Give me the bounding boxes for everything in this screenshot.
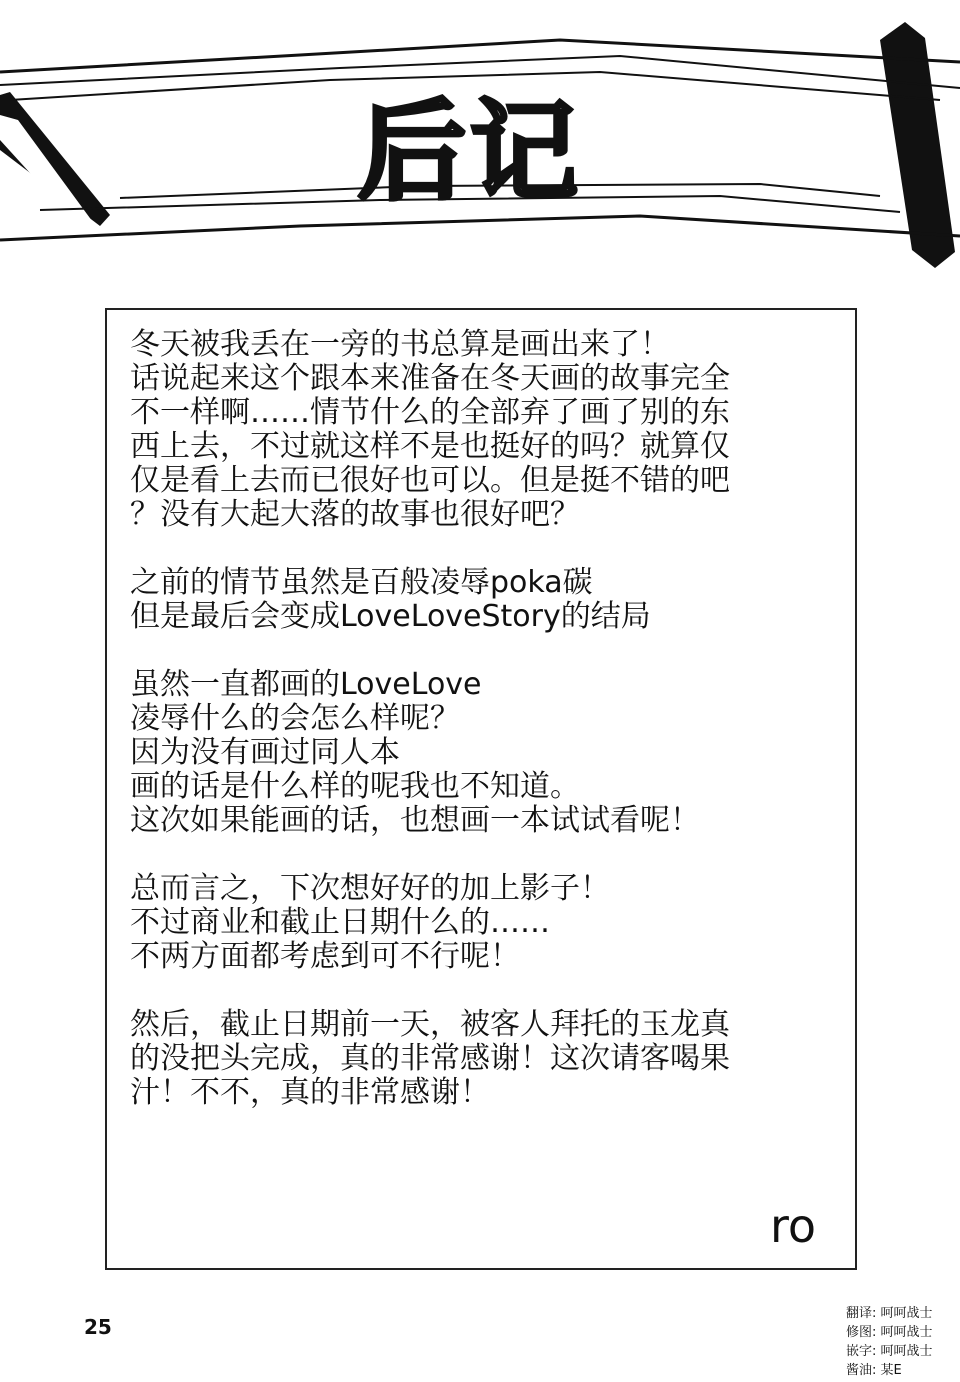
credit-role: 嵌字 [846,1344,873,1359]
credit-name: 某E [880,1363,902,1378]
swoosh-line-top-1 [0,40,960,72]
afterword-line: 但是最后会变成LoveLoveStory的结局 [130,599,651,634]
afterword-line: 不过商业和截止日期什么的…… [130,905,550,940]
credit-row: 嵌字: 呵呵战士 [846,1344,933,1359]
afterword-line: 冬天被我丢在一旁的书总算是画出来了！ [130,327,670,362]
afterword-line: 然后，截止日期前一天，被客人拜托的玉龙真 [130,1007,730,1042]
afterword-line: 总而言之，下次想好好的加上影子！ [130,871,610,906]
afterword-line: 仅是看上去而已很好也可以。但是挺不错的吧 [130,463,730,498]
page-number: 25 [84,1315,112,1339]
credit-row: 修图: 呵呵战士 [846,1325,933,1340]
afterword-line: 的没把头完成，真的非常感谢！这次请客喝果 [130,1041,730,1076]
afterword-line: 话说起来这个跟本来准备在冬天画的故事完全 [130,361,730,396]
afterword-line: 西上去，不过就这样不是也挺好的吗？就算仅 [130,429,730,464]
credit-name: 呵呵战士 [880,1306,933,1321]
afterword-line: 不两方面都考虑到可不行呢！ [130,939,520,974]
credit-role: 修图 [846,1325,873,1340]
afterword-line: 虽然一直都画的LoveLove [130,667,482,702]
brush-stroke-left-tail [0,115,95,228]
afterword-line: 因为没有画过同人本 [130,735,400,770]
afterword-line: 画的话是什么样的呢我也不知道。 [130,769,580,804]
author-signature: ro [770,1199,817,1253]
afterword-line: ？没有大起大落的故事也很好吧？ [130,497,580,532]
credit-row: 酱油: 某E [846,1363,902,1378]
afterword-line: 这次如果能画的话，也想画一本试试看呢！ [130,803,700,838]
credit-row: 翻译: 呵呵战士 [846,1306,933,1321]
afterword-paragraph [130,872,830,974]
afterword-paragraph [130,566,830,634]
afterword-paragraph [130,1008,830,1110]
afterword-line: 不一样啊……情节什么的全部弃了画了别的东 [130,395,730,430]
afterword-line: 凌辱什么的会怎么样呢？ [130,701,460,736]
afterword-paragraph [130,668,830,838]
afterword-line: 汁！不不，真的非常感谢！ [130,1075,490,1110]
credit-role: 翻译 [846,1306,873,1321]
credits-block [846,1304,956,1380]
afterword-line: 之前的情节虽然是百般凌辱poka碳 [130,565,593,600]
credit-name: 呵呵战士 [880,1325,933,1340]
credit-role: 酱油 [846,1363,873,1378]
afterword-body [130,328,830,1144]
afterword-paragraph [130,328,830,532]
brush-stroke-left-wedge [0,92,110,226]
credit-name: 呵呵战士 [880,1344,933,1359]
page-title: 后记 [357,90,582,215]
